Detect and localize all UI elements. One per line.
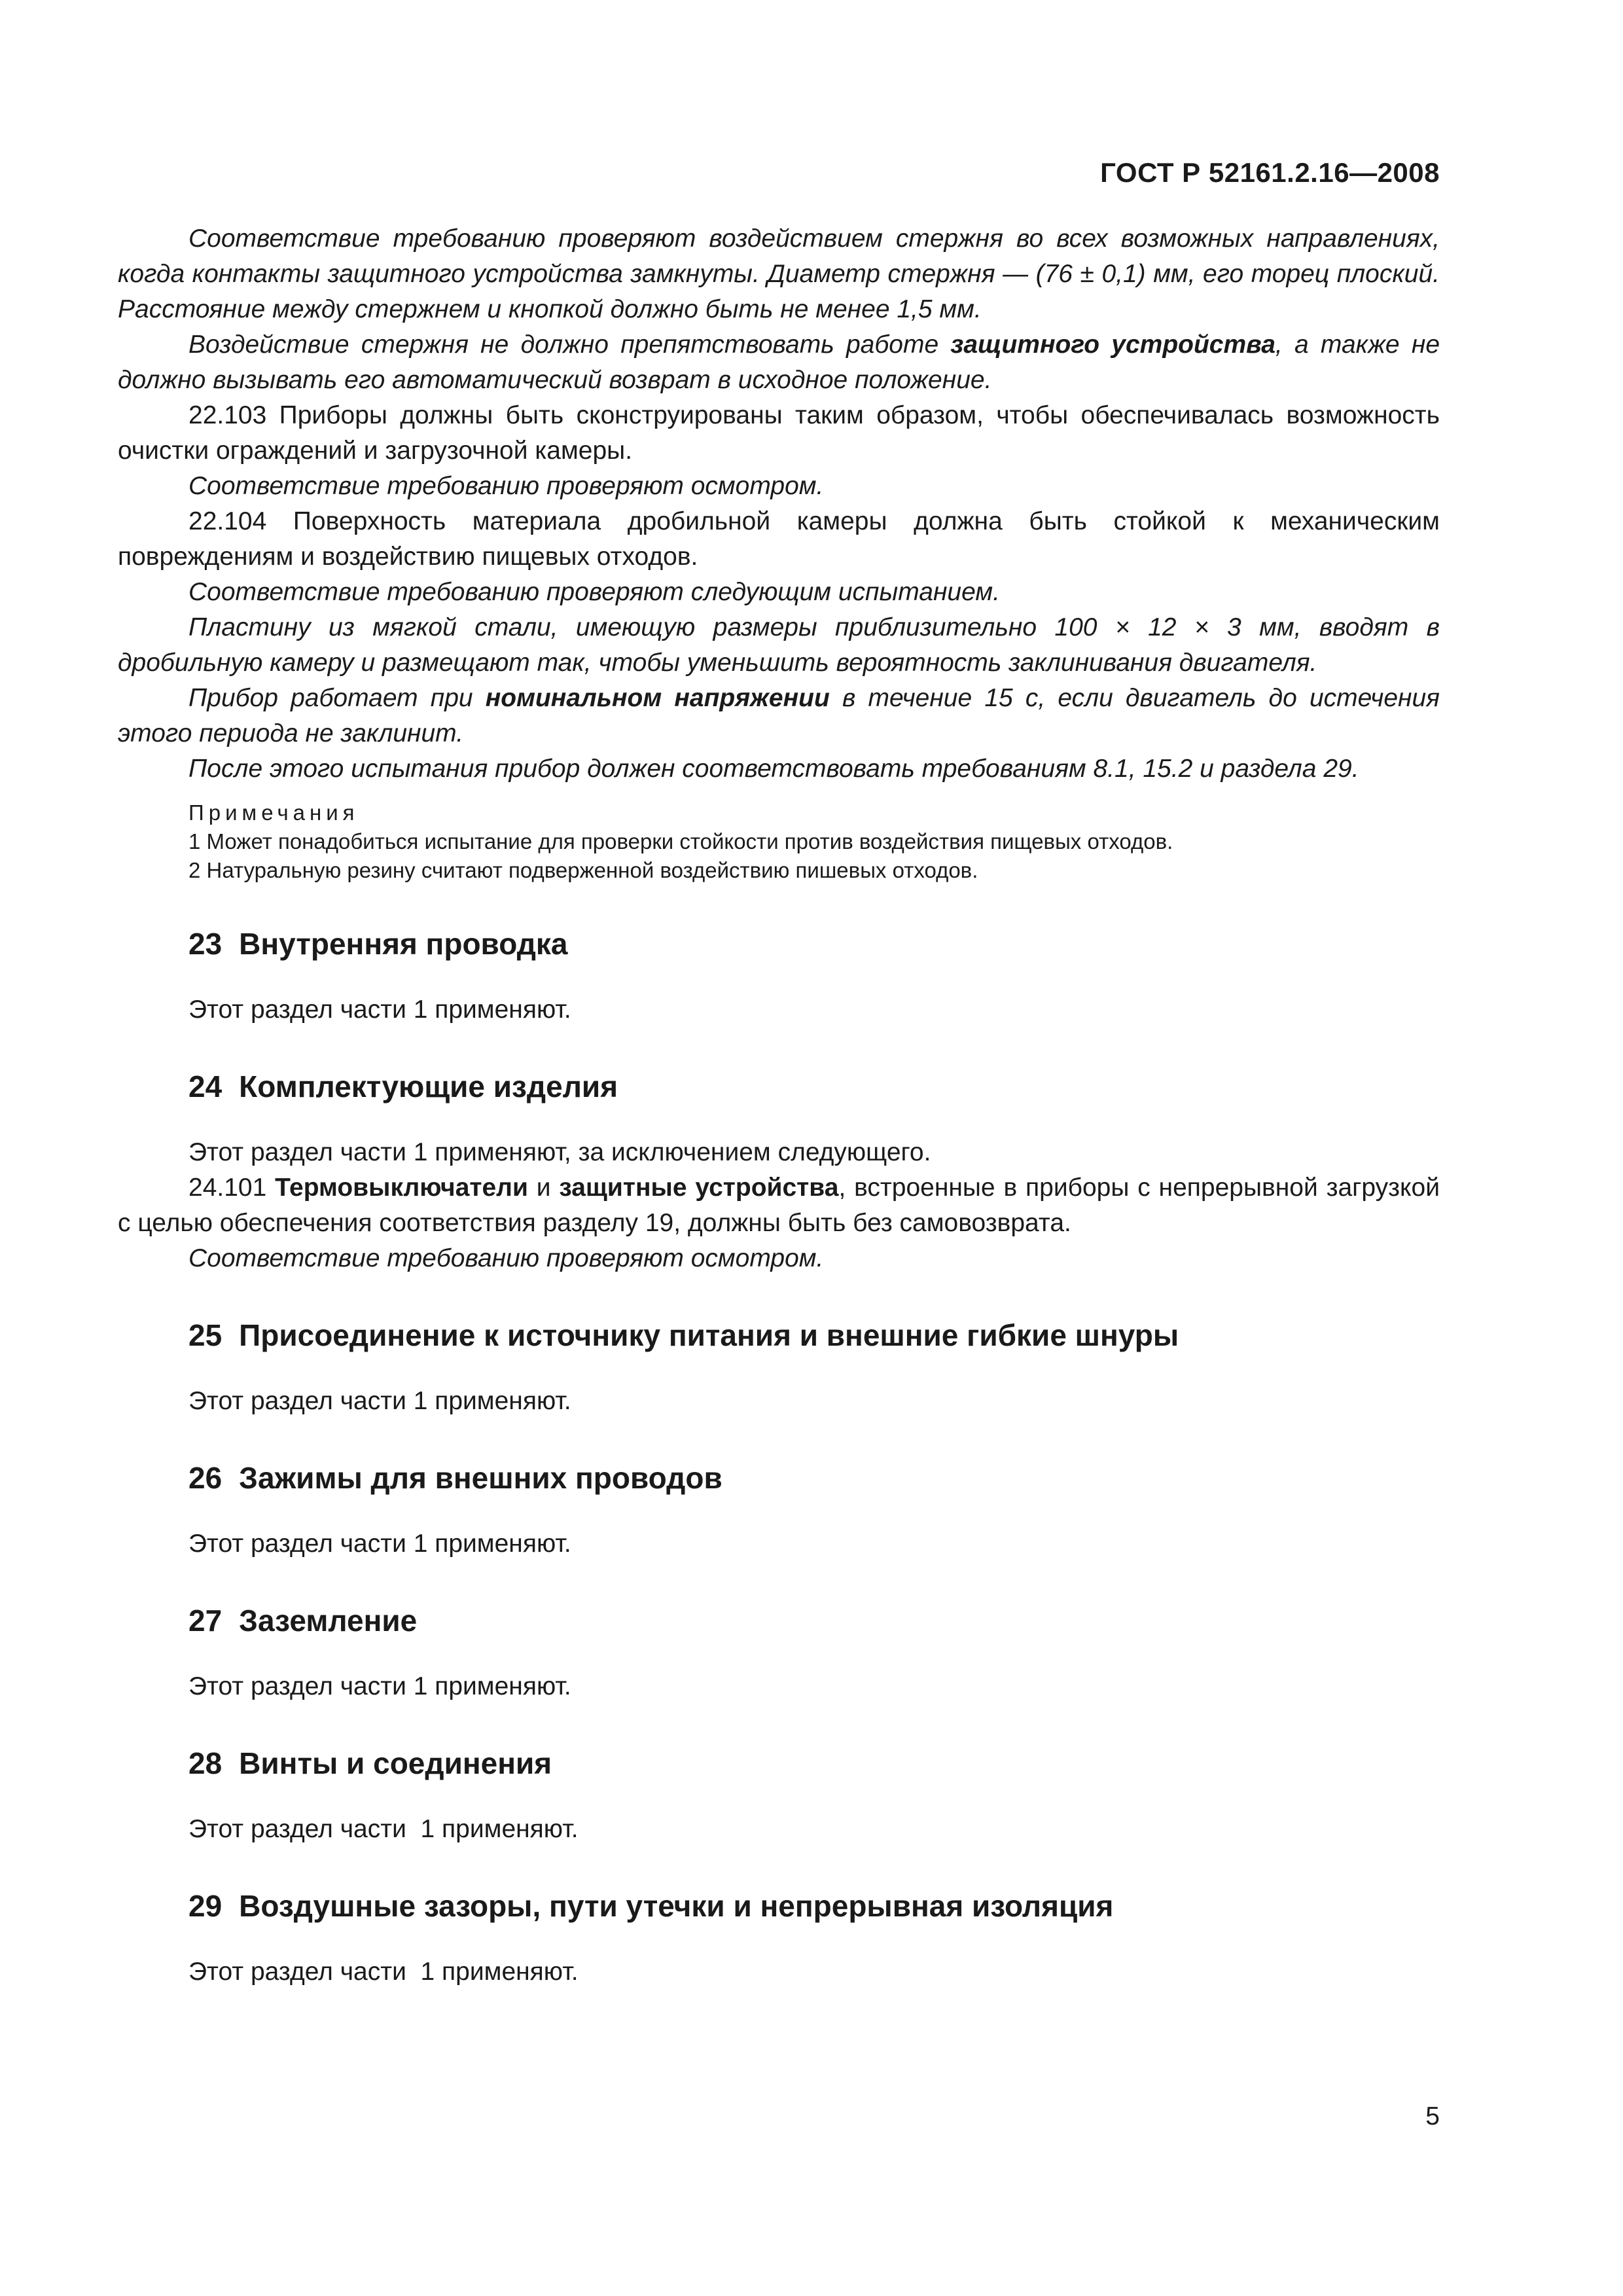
- paragraph: Этот раздел части 1 применяют.: [188, 1958, 579, 1986]
- paragraph: Соответствие требованию проверяют осмотром.: [188, 1244, 824, 1272]
- paragraph: После этого испытания прибор должен соответствовать требованиям 8.1, 15.2 и раздела 29.: [188, 755, 1359, 783]
- bold-term: защитного устройства: [950, 331, 1275, 359]
- bold-term: номинальном напряжении: [485, 684, 830, 712]
- text-run: Воздействие стержня не должно препятствовать работе: [188, 331, 951, 359]
- bold-term: Термовыключатели: [275, 1174, 528, 1202]
- section-number: 25: [188, 1318, 223, 1352]
- paragraph: Этот раздел части 1 применяют.: [188, 1672, 571, 1700]
- section-23: [118, 924, 1440, 1028]
- section-title: Присоединение к источнику питания и внешние гибкие шнуры: [239, 1318, 1179, 1352]
- paragraph: Этот раздел части 1 применяют.: [188, 1530, 571, 1558]
- paragraph: Этот раздел части 1 применяют, за исключением следующего.: [188, 1138, 931, 1166]
- section-25: [118, 1316, 1440, 1419]
- text-run: в течение 15 с, если двигатель до истечения этого периода не заклинит.: [118, 684, 1440, 747]
- text-run: , встроенные в приборы с непрерывной загрузкой с целью обеспечения соответствия разделу 19, должны быть без самовозврата.: [118, 1174, 1440, 1237]
- section-number: 27: [188, 1604, 223, 1638]
- notes-title: Примечания: [188, 800, 359, 825]
- paragraph: Пластину из мягкой стали, имеющую размеры приблизительно 100 × 12 × 3 мм, вводят в дробильную камеру и размещают так, чтобы уменьшить вероятность заклинивания двигателя.: [118, 613, 1440, 677]
- section-title: Комплектующие изделия: [239, 1069, 618, 1103]
- note-item: 1 Может понадобиться испытание для проверки стойкости против воздействия пищевых отходов.: [188, 829, 1173, 853]
- section-26: [118, 1458, 1440, 1562]
- paragraph: [118, 681, 1440, 751]
- section-number: 29: [188, 1889, 223, 1923]
- paragraph: [118, 327, 1440, 398]
- section-29: [118, 1886, 1440, 1990]
- section-number: 26: [188, 1461, 223, 1495]
- section-number: 23: [188, 927, 223, 961]
- section-heading: [118, 1316, 1440, 1355]
- section-title: Внутренняя проводка: [239, 927, 568, 961]
- note-item: 2 Натуральную резину считают подверженной воздействию пишевых отходов.: [188, 858, 978, 882]
- paragraph: Этот раздел части 1 применяют.: [188, 996, 571, 1024]
- section-28: [118, 1744, 1440, 1847]
- section-title: Винты и соединения: [239, 1746, 552, 1780]
- paragraph: Соответствие требованию проверяют осмотром.: [188, 472, 824, 500]
- section-heading: [118, 1886, 1440, 1926]
- clause-22-104: 22.104 Поверхность материала дробильной камеры должна быть стойкой к механическим повреждениям и воздействию пищевых отходов.: [118, 507, 1440, 571]
- section-number: 28: [188, 1746, 223, 1780]
- page-number: 5: [1425, 2102, 1440, 2130]
- section-heading: [118, 1601, 1440, 1640]
- section-heading: [118, 1744, 1440, 1783]
- bold-term: защитные устройства: [559, 1174, 839, 1202]
- text-run: Прибор работает при: [188, 684, 486, 712]
- document-body: [118, 221, 1440, 1990]
- text-run: , а также не должно вызывать его автоматический возврат в исходное положение.: [118, 331, 1440, 394]
- paragraph: Соответствие требованию проверяют воздействием стержня во всех возможных направлениях, когда контакты защитного устройства замкнуты. Диаметр стержня — (76 ± 0,1) мм, его торец плоский. Расстояние между стержнем и кнопкой должно быть не менее 1,5 мм.: [118, 224, 1440, 323]
- section-24: [118, 1067, 1440, 1276]
- section-number: 24: [188, 1069, 223, 1103]
- section-heading: [118, 1458, 1440, 1498]
- notes-block: [118, 798, 1440, 885]
- section-27: [118, 1601, 1440, 1704]
- clause-22-103: 22.103 Приборы должны быть сконструированы таким образом, чтобы обеспечивалась возможность очистки ограждений и загрузочной камеры.: [118, 401, 1440, 465]
- document-header: ГОСТ Р 52161.2.16—2008: [1100, 157, 1440, 188]
- text-run: и: [527, 1174, 560, 1202]
- paragraph: Этот раздел части 1 применяют.: [188, 1387, 571, 1415]
- section-title: Заземление: [239, 1604, 418, 1638]
- section-heading: [118, 924, 1440, 963]
- section-title: Воздушные зазоры, пути утечки и непрерывная изоляция: [239, 1889, 1114, 1923]
- paragraph: Соответствие требованию проверяют следующим испытанием.: [188, 578, 1000, 606]
- clause-24-101: [118, 1170, 1440, 1241]
- text-run: 24.101: [188, 1174, 276, 1202]
- paragraph: Этот раздел части 1 применяют.: [188, 1815, 579, 1843]
- section-heading: [118, 1067, 1440, 1106]
- section-title: Зажимы для внешних проводов: [239, 1461, 722, 1495]
